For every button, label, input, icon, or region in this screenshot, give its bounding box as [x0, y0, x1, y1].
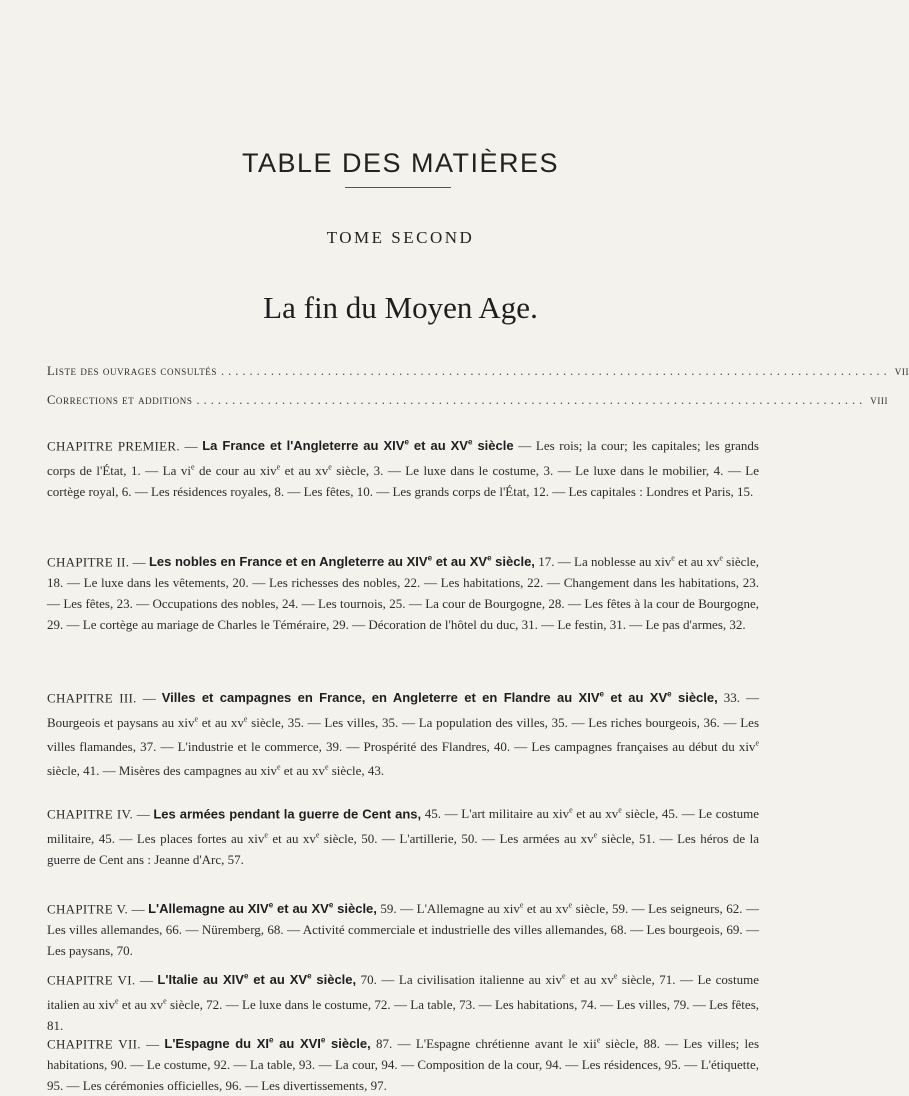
chapter-title: Villes et campagnes en France, en Angleterre et en Flandre au XIVe et au XVe siècle, [161, 690, 718, 706]
dot-leader: .............................................................................................. [221, 364, 891, 378]
toc-entry-page: vii [894, 364, 909, 378]
chapter-number: CHAPITRE VII. [47, 1036, 141, 1052]
toc-entry-corrections[interactable] [47, 393, 889, 411]
chapter-title: L'Allemagne au XIVe et au XVe siècle, [148, 901, 377, 917]
chapter-title: La France et l'Angleterre au XIVe et au XVe siècle [202, 438, 514, 454]
chapter-contents: 33. — Bourgeois et paysans au xiv$^e$ et au $xv^e$ siècle, 35. — Les villes, 35. — La population des villes, 35. — Les riches bourgeois, 36. — Les villes flamandes, 37. — L'industrie et le commerce, 39. — Prospérité des Flandres, 40. — Les campagnes françaises au début du xiv$^e$ siècle, 41. — Misères des campagnes au xiv$^e$ et au $xv^e$ siècle, 43. [47, 690, 760, 779]
chapter-3-entry[interactable]: CHAPITRE III. — Villes et campagnes en France, en Angleterre et en Flandre au XIVe et au XVe siècle, 33. — Bourgeois et paysans au xiv$^e$ et au $xv^e$ siècle, 35. — Les villes, 35. — La population des villes, 35. — Les riches bourgeois, 36. — Les villes flamandes, 37. — L'industrie et le commerce, 39. — Prospérité des Flandres, 40. — Les campagnes françaises au début du xiv$^e$ siècle, 41. — Misères des campagnes au xiv$^e$ et au $xv^e$ siècle, 43. [47, 690, 760, 779]
chapter-contents: 87. — L'Espagne chrétienne avant le xii$^e$ siècle, 88. — Les villes; les habitations, 90. — Le costume, 92. — La table, 93. — La cour, 94. — Composition de la cour, 94. — Les résidences, 95. — L'étiquette, 95. — Les cérémonies officielles, 96. — Les divertissements, 97. [47, 1036, 759, 1094]
chapter-title: Les nobles en France et en Angleterre au XIVe et au XVe siècle, [148, 554, 535, 570]
chapter-title: Les armées pendant la guerre de Cent ans, [153, 806, 422, 822]
chapter-contents: 70. — La civilisation italienne au xiv$^e$ et au $xv^e$ siècle, 71. — Le costume italien au xiv$^e$ et au $xv^e$ siècle, 72. — Le luxe dans le costume, 72. — La table, 73. — Les habitations, 74. — Les villes, 79. — Les fêtes, 81. [47, 972, 759, 1033]
dot-leader: .............................................................................................. [196, 393, 867, 407]
chapter-contents: 45. — L'art militaire au xiv$^e$ et au $xv^e$ siècle, 45. — Le costume militaire, 45. — Les places fortes au xiv$^e$ et au $xv^e$ siècle, 50. — L'artillerie, 50. — Les armées au $xv^e$ siècle, 51. — Les héros de la guerre de Cent ans : Jeanne d'Arc, 57. [47, 806, 760, 867]
tome-heading: TOME SECOND [326, 228, 475, 247]
chapter-contents: 17. — La noblesse au xiv$^e$ et au $xv^e$ siècle, 18. — Le luxe dans les vêtements, 20. — Les richesses des nobles, 22. — Les habitations, 22. — Changement dans les habitations, 23. — Les fêtes, 23. — Occupations des nobles, 24. — Les tournois, 25. — La cour de Bourgogne, 28. — Les fêtes à la cour de Bourgogne, 29. — Le cortège au mariage de Charles le Téméraire, 29. — Décoration de l'hôtel du duc, 31. — Le festin, 31. — Le pas d'armes, 32. [47, 554, 760, 633]
toc-entry-label: Corrections et additions [47, 393, 193, 407]
chapter-contents: — Les rois; la cour; les capitales; les grands corps de l'État, 1. — La $vi^e$ de cour au xiv$^e$ et au $xv^e$ siècle, 3. — Le luxe dans le costume, 3. — Le luxe dans le mobilier, 4. — Le cortège royal, 6. — Les résidences royales, 8. — Les fêtes, 10. — Les grands corps de l'État, 12. — Les capitales : Londres et Paris, 15. [47, 438, 759, 499]
title-divider [345, 187, 451, 188]
chapter-contents: 59. — L'Allemagne au xiv$^e$ et au $xv^e$ siècle, 59. — Les seigneurs, 62. — Les villes allemandes, 66. — Nüremberg, 68. — Activité commerciale et industrielle des villes allemandes, 68. — Les bourgeois, 69. — Les paysans, 70. [47, 901, 760, 959]
page-title: TABLE DES MATIÈRES [241, 148, 560, 178]
chapter-number: CHAPITRE II. [47, 554, 130, 570]
chapter-7-entry[interactable]: CHAPITRE VII. — L'Espagne du XIe au XVIe siècle, 87. — L'Espagne chrétienne avant le xii$^e$ siècle, 88. — Les villes; les habitations, 90. — Le costume, 92. — La table, 93. — La cour, 94. — Composition de la cour, 94. — Les résidences, 95. — L'étiquette, 95. — Les cérémonies officielles, 96. — Les divertissements, 97. [47, 1036, 759, 1094]
toc-entry-label: Liste des ouvrages consultés [47, 364, 217, 378]
volume-subtitle: La fin du Moyen Age. [263, 290, 538, 325]
chapter-number: CHAPITRE VI. [47, 972, 136, 988]
chapter-number: CHAPITRE III. [47, 690, 137, 706]
chapter-5-entry[interactable]: CHAPITRE V. — L'Allemagne au XIVe et au XVe siècle, 59. — L'Allemagne au xiv$^e$ et au $xv^e$ siècle, 59. — Les seigneurs, 62. — Les villes allemandes, 66. — Nüremberg, 68. — Activité commerciale et industrielle des villes allemandes, 68. — Les bourgeois, 69. — Les paysans, 70. [47, 901, 760, 959]
chapter-1-entry[interactable]: CHAPITRE PREMIER. — La France et l'Angleterre au XIVe et au XVe siècle — Les rois; la cour; les capitales; les grands corps de l'État, 1. — La $vi^e$ de cour au xiv$^e$ et au $xv^e$ siècle, 3. — Le luxe dans le costume, 3. — Le luxe dans le mobilier, 4. — Le cortège royal, 6. — Les résidences royales, 8. — Les fêtes, 10. — Les grands corps de l'État, 12. — Les capitales : Londres et Paris, 15. [47, 438, 759, 499]
chapter-4-entry[interactable]: CHAPITRE IV. — Les armées pendant la guerre de Cent ans, 45. — L'art militaire au xiv$^e$ et au $xv^e$ siècle, 45. — Le costume militaire, 45. — Les places fortes au xiv$^e$ et au $xv^e$ siècle, 50. — L'artillerie, 50. — Les armées au $xv^e$ siècle, 51. — Les héros de la guerre de Cent ans : Jeanne d'Arc, 57. [47, 806, 760, 867]
chapter-2-entry[interactable]: CHAPITRE II. — Les nobles en France et en Angleterre au XIVe et au XVe siècle, 17. — La noblesse au xiv$^e$ et au $xv^e$ siècle, 18. — Le luxe dans les vêtements, 20. — Les richesses des nobles, 22. — Les habitations, 22. — Changement dans les habitations, 23. — Les fêtes, 23. — Occupations des nobles, 24. — Les tournois, 25. — La cour de Bourgogne, 28. — Les fêtes à la cour de Bourgogne, 29. — Le cortège au mariage de Charles le Téméraire, 29. — Décoration de l'hôtel du duc, 31. — Le festin, 31. — Le pas d'armes, 32. [47, 554, 760, 633]
toc-entry-page: viii [870, 393, 889, 407]
chapter-number: CHAPITRE PREMIER. [47, 438, 180, 454]
toc-entry-sources[interactable] [47, 364, 909, 382]
chapter-number: CHAPITRE V. [47, 901, 129, 917]
chapter-title: L'Espagne du XIe au XVIe siècle, [164, 1036, 371, 1052]
chapter-title: L'Italie au XIVe et au XVe siècle, [157, 972, 357, 988]
chapter-number: CHAPITRE IV. [47, 806, 134, 822]
chapter-6-entry[interactable]: CHAPITRE VI. — L'Italie au XIVe et au XVe siècle, 70. — La civilisation italienne au xiv$^e$ et au $xv^e$ siècle, 71. — Le costume italien au xiv$^e$ et au $xv^e$ siècle, 72. — Le luxe dans le costume, 72. — La table, 73. — Les habitations, 74. — Les villes, 79. — Les fêtes, 81. [47, 972, 759, 1033]
